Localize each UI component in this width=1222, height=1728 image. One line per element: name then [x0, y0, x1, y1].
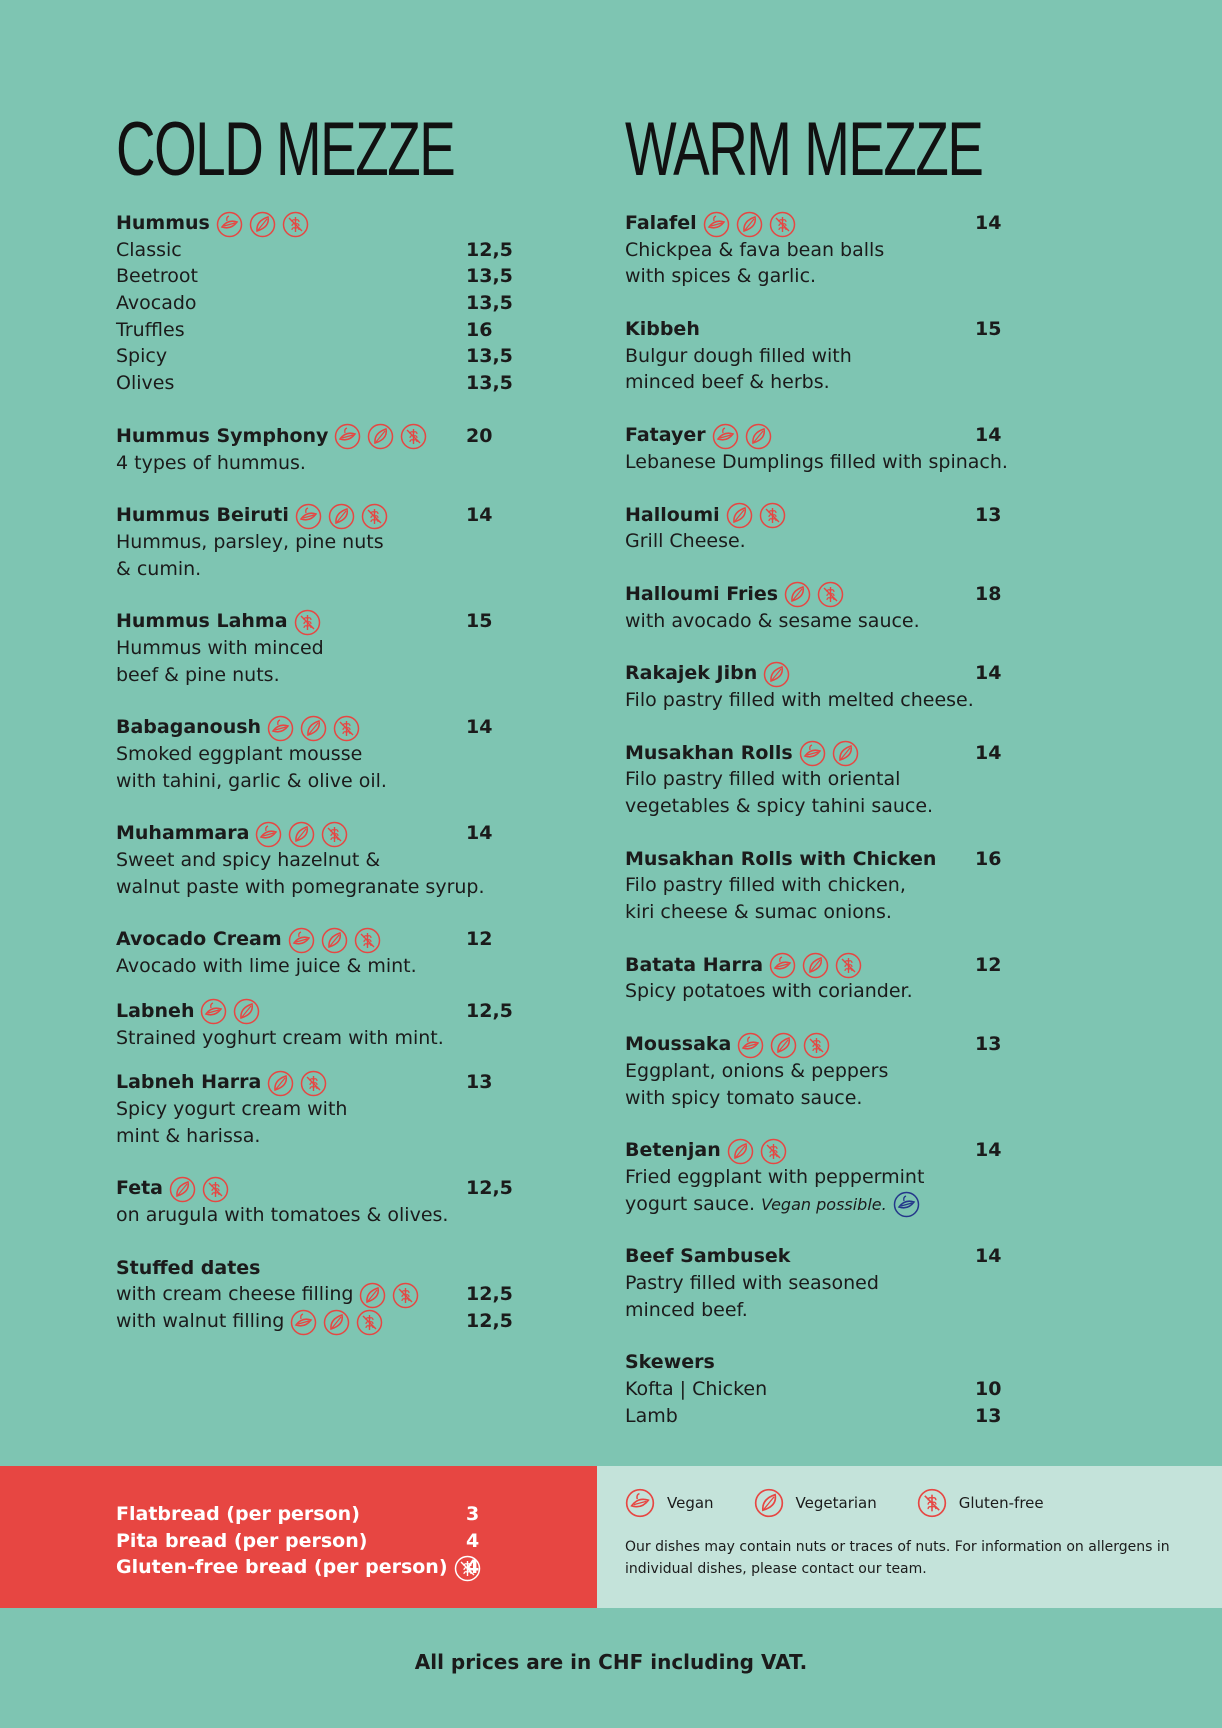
- item-price: 13: [466, 1071, 493, 1094]
- item-price: 14: [975, 1245, 1002, 1268]
- item-price: 3: [466, 1503, 480, 1525]
- menu-item: [116, 926, 536, 979]
- item-line: [116, 635, 536, 662]
- item-name-line: [625, 1349, 1045, 1376]
- item-line: [625, 1297, 1045, 1324]
- item-line: [625, 369, 1045, 396]
- item-text: vegetables & spicy tahini sauce.: [625, 795, 934, 817]
- diet-icons: [169, 1176, 235, 1202]
- menu-item: [116, 502, 536, 582]
- item-name-line: [116, 926, 536, 953]
- item-text: with walnut filling: [116, 1310, 285, 1332]
- item-name: Beef Sambusek: [625, 1245, 791, 1268]
- item-text: beef & pine nuts.: [116, 663, 280, 686]
- menu-item: [625, 952, 1045, 1005]
- item-name-line: [116, 502, 536, 529]
- item-name: Batata Harra: [625, 953, 764, 976]
- legend-vegetarian-label: Vegetarian: [795, 1494, 877, 1512]
- item-name-line: [625, 952, 1045, 979]
- item-price: 14: [466, 716, 493, 739]
- diet-icons: [200, 998, 266, 1024]
- item-name-line: [116, 998, 536, 1025]
- warm-mezze-list: [625, 210, 1045, 1429]
- item-line: [116, 556, 536, 583]
- diet-icons: [290, 1309, 389, 1335]
- menu-item: [116, 210, 536, 397]
- item-text: yogurt sauce.: [625, 1192, 756, 1215]
- item-line: [116, 1202, 536, 1229]
- legend-gluten-free: [917, 1488, 1044, 1518]
- vegan-icon: [769, 952, 796, 979]
- item-line: [116, 263, 536, 290]
- warm-mezze-column: [625, 108, 1045, 1429]
- bread-item: [116, 1528, 536, 1555]
- gluten-free-icon: [354, 927, 381, 954]
- diet-icons: [334, 423, 433, 449]
- item-line: [625, 793, 1045, 820]
- menu-item: [625, 502, 1045, 555]
- item-line: [625, 1164, 1045, 1191]
- menu-item: [625, 581, 1045, 634]
- item-price: 13,5: [466, 265, 513, 288]
- item-name-line: [116, 1175, 536, 1202]
- diet-icons: [727, 1138, 793, 1164]
- legend: [625, 1486, 1185, 1580]
- item-name: Musakhan Rolls: [625, 741, 793, 764]
- item-line: [625, 343, 1045, 370]
- item-name: Musakhan Rolls with Chicken: [625, 847, 937, 870]
- menu-item: [116, 714, 536, 794]
- vegan-icon: [712, 423, 739, 450]
- item-line: [116, 953, 536, 980]
- item-line: [625, 237, 1045, 264]
- item-line: [116, 450, 536, 477]
- legend-vegetarian: [754, 1488, 877, 1518]
- item-name-line: [625, 846, 1045, 873]
- item-price: 16: [975, 847, 1002, 870]
- item-price: 14: [975, 662, 1002, 685]
- price-footer: All prices are in CHF including VAT.: [414, 1650, 808, 1674]
- item-text: Strained yoghurt cream with mint.: [116, 1026, 444, 1049]
- item-line: [116, 1308, 536, 1335]
- menu-item: [625, 1031, 1045, 1111]
- item-price: 14: [975, 424, 1002, 447]
- menu-item: [625, 422, 1045, 475]
- item-text: Avocado with lime juice & mint.: [116, 955, 417, 978]
- menu-item: [116, 1255, 536, 1335]
- item-name-line: [625, 660, 1045, 687]
- item-name: Babaganoush: [116, 716, 262, 739]
- vegan-icon: [737, 1032, 764, 1059]
- diet-icons: [267, 1070, 333, 1096]
- menu-item: [625, 660, 1045, 713]
- item-text: on arugula with tomatoes & olives.: [116, 1203, 449, 1226]
- item-price: 20: [466, 424, 493, 447]
- item-price: 14: [466, 822, 493, 845]
- item-line: [625, 1270, 1045, 1297]
- item-text: Bulgur dough filled with: [625, 344, 852, 367]
- diet-icons: [726, 502, 792, 528]
- cold-mezze-title: COLD MEZZE: [116, 107, 455, 192]
- vegetarian-icon: [784, 581, 811, 608]
- vegan-icon: [703, 211, 730, 238]
- item-price: 16: [466, 318, 493, 341]
- item-name: Avocado Cream: [116, 928, 282, 951]
- item-text: Fried eggplant with peppermint: [625, 1165, 925, 1188]
- item-price: 15: [975, 318, 1002, 341]
- item-price: 12,5: [466, 1177, 513, 1200]
- diet-icons: [712, 423, 778, 449]
- vegetarian-icon: [727, 1138, 754, 1165]
- item-text: minced beef.: [625, 1298, 748, 1321]
- item-text: kiri cheese & sumac onions.: [625, 901, 892, 924]
- item-price: 12,5: [466, 1283, 513, 1306]
- item-name-line: [625, 1243, 1045, 1270]
- item-name-line: [116, 210, 536, 237]
- item-price: 13,5: [466, 292, 513, 315]
- vegetarian-icon: [763, 661, 790, 688]
- vegetarian-icon: [249, 211, 276, 238]
- item-line: [116, 662, 536, 689]
- item-text: Lamb: [625, 1404, 678, 1427]
- item-text: & cumin.: [116, 557, 202, 580]
- item-price: 14: [975, 741, 1002, 764]
- item-name: Falafel: [625, 212, 697, 234]
- item-text: with avocado & sesame sauce.: [625, 609, 920, 632]
- item-text: Sweet and spicy hazelnut &: [116, 849, 381, 872]
- item-text: walnut paste with pomegranate syrup.: [116, 875, 485, 898]
- item-text: Smoked eggplant mousse: [116, 743, 363, 765]
- vegetarian-icon: [832, 740, 859, 767]
- item-line: [116, 370, 536, 397]
- item-line: [116, 847, 536, 874]
- item-line: [116, 237, 536, 264]
- item-text: Beetroot: [116, 265, 198, 288]
- menu-item: [625, 1243, 1045, 1323]
- vegan-icon: [625, 1488, 655, 1518]
- item-text: with spicy tomato sauce.: [625, 1086, 863, 1109]
- menu-item: [625, 1137, 1045, 1217]
- gluten-free-icon: [294, 609, 321, 636]
- item-name-line: [116, 608, 536, 635]
- legend-gluten-free-label: Gluten-free: [958, 1494, 1044, 1512]
- vegan-icon: [200, 998, 227, 1025]
- item-text: Lebanese Dumplings filled with spinach.: [625, 450, 1008, 473]
- gluten-free-icon: [759, 502, 786, 529]
- item-text: Spicy: [116, 345, 168, 368]
- item-text: mint & harissa.: [116, 1124, 261, 1147]
- item-line: [116, 317, 536, 344]
- menu-item: [116, 820, 536, 900]
- menu-item: [625, 740, 1045, 820]
- item-name-line: [625, 316, 1045, 343]
- vegetarian-icon: [802, 952, 829, 979]
- gluten-free-icon: [321, 821, 348, 848]
- item-name: Halloumi Fries: [625, 582, 779, 605]
- item-price: 4: [466, 1556, 480, 1579]
- item-line: [625, 449, 1045, 476]
- gluten-free-icon: [356, 1309, 383, 1336]
- item-line: [625, 766, 1045, 793]
- vegetarian-icon: [770, 1032, 797, 1059]
- vegan-icon: [216, 211, 243, 238]
- vegan-icon: [893, 1191, 920, 1218]
- item-text: Spicy potatoes with coriander.: [625, 980, 913, 1003]
- item-name: Pita bread (per person): [116, 1529, 368, 1552]
- item-text: Chickpea & fava bean balls: [625, 238, 885, 261]
- bread-list: [116, 1501, 536, 1581]
- gluten-free-icon: [333, 715, 360, 742]
- item-name-line: [116, 1255, 536, 1282]
- item-name-line: [625, 422, 1045, 449]
- item-line: [116, 1096, 536, 1123]
- item-text: with cream cheese filling: [116, 1283, 354, 1306]
- vegetarian-icon: [288, 821, 315, 848]
- item-price: 12,5: [466, 1310, 513, 1332]
- allergen-note: Our dishes may contain nuts or traces of nuts. For information on allergens in individual dishes, please contact our team.: [625, 1539, 1170, 1577]
- item-name: Skewers: [625, 1351, 715, 1374]
- gluten-free-icon: [817, 581, 844, 608]
- item-name: Hummus: [116, 212, 210, 234]
- item-line: [625, 1058, 1045, 1085]
- item-price: 13: [975, 503, 1002, 526]
- item-text: Avocado: [116, 292, 197, 315]
- item-text: Classic: [116, 238, 182, 261]
- item-name-line: [116, 714, 536, 741]
- menu-item: [625, 846, 1045, 926]
- item-name: Labneh Harra: [116, 1071, 262, 1094]
- item-line: [625, 528, 1045, 555]
- item-text: 4 types of hummus.: [116, 451, 306, 474]
- item-name-line: [116, 1069, 536, 1096]
- item-name: Moussaka: [625, 1033, 732, 1056]
- vegetarian-icon: [745, 423, 772, 450]
- item-name: Hummus Beiruti: [116, 504, 289, 527]
- item-line: [625, 1376, 1045, 1403]
- menu-item: [116, 1069, 536, 1149]
- vegetarian-icon: [359, 1282, 386, 1309]
- vegetarian-icon: [233, 998, 260, 1025]
- diet-icons: [703, 211, 802, 237]
- item-price: 15: [466, 610, 493, 633]
- item-name: Fatayer: [625, 424, 706, 447]
- menu-item: [625, 1349, 1045, 1429]
- menu-item: [116, 1175, 536, 1228]
- vegetarian-icon: [754, 1488, 784, 1518]
- item-line: [625, 608, 1045, 635]
- item-price: 13: [975, 1033, 1002, 1056]
- item-line: [116, 874, 536, 901]
- vegetarian-icon: [169, 1176, 196, 1203]
- vegetarian-icon: [321, 927, 348, 954]
- item-text: Spicy yogurt cream with: [116, 1097, 348, 1120]
- item-text: Filo pastry filled with chicken,: [625, 874, 906, 897]
- diet-icons: [288, 927, 387, 953]
- item-line: [116, 741, 536, 768]
- diet-icons: [769, 952, 868, 978]
- item-name: Hummus Symphony: [116, 424, 329, 447]
- item-price: 13,5: [466, 372, 513, 395]
- menu-item: [116, 423, 536, 476]
- item-line: [116, 1025, 536, 1052]
- item-name: Hummus Lahma: [116, 610, 288, 633]
- gluten-free-icon: [392, 1282, 419, 1309]
- item-name: Labneh: [116, 999, 195, 1022]
- item-line: [116, 1123, 536, 1150]
- item-text: Hummus, parsley, pine nuts: [116, 530, 384, 553]
- item-text: Olives: [116, 372, 175, 395]
- vegetarian-icon: [328, 503, 355, 530]
- item-name: Gluten-free bread (per person): [116, 1556, 448, 1579]
- item-line: [116, 768, 536, 795]
- item-text: with tahini, garlic & olive oil.: [116, 769, 387, 792]
- item-name: Feta: [116, 1177, 163, 1200]
- item-price: 4: [466, 1529, 480, 1552]
- menu-item: [116, 608, 536, 688]
- item-price: 10: [975, 1378, 1002, 1400]
- item-name: Muhammara: [116, 822, 250, 845]
- vegan-icon: [255, 821, 282, 848]
- item-line: [625, 687, 1045, 714]
- vegetarian-icon: [300, 715, 327, 742]
- menu-item: [116, 998, 536, 1051]
- gluten-free-icon: [835, 952, 862, 979]
- item-line: [625, 263, 1045, 290]
- menu-item: [625, 316, 1045, 396]
- item-price: 18: [975, 582, 1002, 605]
- item-text: Filo pastry filled with oriental: [625, 768, 901, 791]
- vegan-possible-note: Vegan possible.: [761, 1194, 887, 1214]
- item-price: 14: [466, 504, 493, 527]
- diet-icons: [295, 503, 394, 529]
- gluten-free-icon: [917, 1488, 947, 1518]
- item-line: [625, 899, 1045, 926]
- item-name-line: [625, 1031, 1045, 1058]
- item-line: [625, 1085, 1045, 1112]
- item-name-line: [625, 210, 1045, 237]
- item-name-line: [625, 502, 1045, 529]
- item-line: [625, 1191, 1045, 1218]
- vegan-icon: [295, 503, 322, 530]
- item-price: 12,5: [466, 999, 513, 1022]
- item-text: Eggplant, onions & peppers: [625, 1059, 889, 1082]
- item-price: 12: [466, 928, 493, 951]
- item-name-line: [116, 423, 536, 450]
- item-name: Halloumi: [625, 503, 720, 526]
- item-price: 12: [975, 953, 1002, 976]
- gluten-free-icon: [769, 211, 796, 238]
- item-line: [116, 1281, 536, 1308]
- gluten-free-icon: [300, 1070, 327, 1097]
- diet-icons: [294, 609, 327, 635]
- item-text: Grill Cheese.: [625, 530, 746, 553]
- item-line: [116, 290, 536, 317]
- item-line: [116, 343, 536, 370]
- item-text: Filo pastry filled with melted cheese.: [625, 688, 974, 711]
- item-name: Kibbeh: [625, 318, 700, 341]
- vegetarian-icon: [726, 502, 753, 529]
- legend-vegan-label: Vegan: [667, 1494, 714, 1512]
- diet-icons: [784, 581, 850, 607]
- item-price: 13,5: [466, 345, 513, 368]
- cold-mezze-list: [116, 210, 536, 1335]
- diet-icons: [255, 821, 354, 847]
- gluten-free-icon: [282, 211, 309, 238]
- cold-mezze-column: [116, 108, 536, 1335]
- item-price: 14: [975, 1139, 1002, 1162]
- diet-icons: [216, 211, 315, 237]
- item-name-line: [625, 740, 1045, 767]
- item-text: Truffles: [116, 318, 185, 341]
- diet-icons: [763, 661, 796, 687]
- gluten-free-icon: [760, 1138, 787, 1165]
- legend-vegan: [625, 1488, 714, 1518]
- diet-icons: [893, 1191, 926, 1217]
- item-name-line: [625, 1137, 1045, 1164]
- bread-item: [116, 1554, 536, 1581]
- item-name: Flatbread (per person): [116, 1503, 360, 1525]
- bottom-band: [0, 1466, 1222, 1608]
- gluten-free-icon: [400, 423, 427, 450]
- item-name-line: [116, 820, 536, 847]
- item-name-line: [625, 581, 1045, 608]
- gluten-free-icon: [361, 503, 388, 530]
- item-text: with spices & garlic.: [625, 265, 817, 288]
- vegetarian-icon: [323, 1309, 350, 1336]
- vegetarian-icon: [736, 211, 763, 238]
- vegan-icon: [799, 740, 826, 767]
- item-price: 13: [975, 1404, 1002, 1427]
- item-text: Pastry filled with seasoned: [625, 1271, 879, 1294]
- diet-icons: [737, 1032, 836, 1058]
- gluten-free-icon: [803, 1032, 830, 1059]
- item-name: Rakajek Jibn: [625, 662, 758, 685]
- item-price: 14: [975, 212, 1002, 234]
- warm-mezze-title: WARM MEZZE: [625, 107, 983, 192]
- diet-icons: [267, 715, 366, 741]
- item-line: [116, 529, 536, 556]
- item-name: Stuffed dates: [116, 1256, 261, 1279]
- vegan-icon: [290, 1309, 317, 1336]
- item-text: Kofta | Chicken: [625, 1378, 768, 1400]
- vegan-icon: [267, 715, 294, 742]
- item-line: [625, 1403, 1045, 1430]
- bread-item: [116, 1501, 536, 1528]
- menu-item: [625, 210, 1045, 290]
- item-text: Hummus with minced: [116, 636, 324, 659]
- vegan-icon: [334, 423, 361, 450]
- gluten-free-icon: [202, 1176, 229, 1203]
- vegetarian-icon: [367, 423, 394, 450]
- diet-icons: [799, 740, 865, 766]
- item-text: minced beef & herbs.: [625, 371, 830, 394]
- item-price: 12,5: [466, 238, 513, 261]
- item-line: [625, 872, 1045, 899]
- item-line: [625, 978, 1045, 1005]
- vegan-icon: [288, 927, 315, 954]
- vegetarian-icon: [267, 1070, 294, 1097]
- diet-icons: [359, 1282, 425, 1308]
- item-name: Betenjan: [625, 1139, 721, 1162]
- legend-row: [625, 1486, 1185, 1520]
